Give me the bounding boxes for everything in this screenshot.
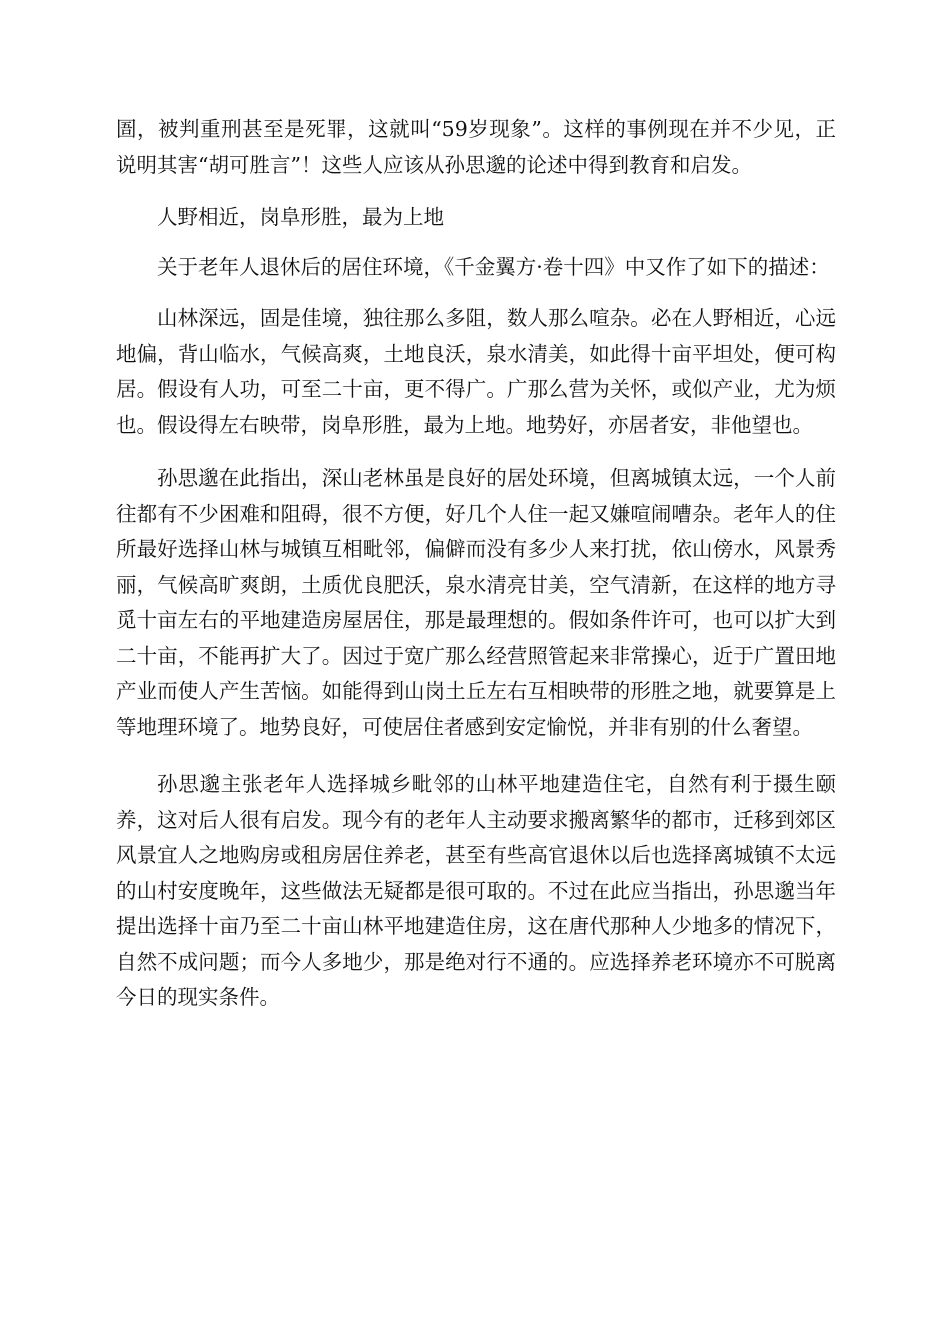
paragraph-quote: 山林深远，固是佳境，独往那么多阻，数人那么喧杂。必在人野相近，心远地偏，背山临水，气候高爽，土地良沃，泉水清美，如此得十亩平坦处，便可构居。假设有人功，可至二十亩，更不得广。广那么营为关怀，或似产业，尤为烦也。假设得左右映带，岗阜形胜，最为上地。地势好，亦居者安，非他望也。	[116, 306, 836, 437]
section-heading: 人野相近，岗阜形胜，最为上地	[157, 205, 444, 229]
paragraph-commentary: 孙思邈主张老年人选择城乡毗邻的山林平地建造住宅，自然有利于摄生颐养，这对后人很有启发。现今有的老年人主动要求搬离繁华的都市，迁移到郊区风景宜人之地购房或租房居住养老，甚至有些高官退休以后也选择离城镇不太远的山村安度晚年，这些做法无疑都是很可取的。不过在此应当指出，孙思邈当年提出选择十亩乃至二十亩山林平地建造住房，这在唐代那种人少地多的情况下，自然不成问题；而今人多地少，那是绝对行不通的。应选择养老环境亦不可脱离今日的现实条件。	[116, 772, 836, 1009]
paragraph-explanation: 孙思邈在此指出，深山老林虽是良好的居处环境，但离城镇太远，一个人前往都有不少困难和阻碍，很不方便，好几个人住一起又嫌喧闹嘈杂。老年人的住所最好选择山林与城镇互相毗邻，偏僻而没有多少人来打扰，依山傍水，风景秀丽，气候高旷爽朗，土质优良肥沃，泉水清亮甘美，空气清新，在这样的地方寻觅十亩左右的平地建造房屋居住，那是最理想的。假如条件许可，也可以扩大到二十亩，不能再扩大了。因过于宽广那么经营照管起来非常操心，近于广置田地产业而使人产生苦恼。如能得到山岗土丘左右互相映带的形胜之地，就要算是上等地理环境了。地势良好，可使居住者感到安定愉悦，并非有别的什么奢望。	[116, 466, 836, 739]
paragraph-continued: 圄，被判重刑甚至是死罪，这就叫“59岁现象”。这样的事例现在并不少见，正说明其害“胡可胜言”！这些人应该从孙思邈的论述中得到教育和启发。	[116, 117, 836, 177]
paragraph-intro: 关于老年人退休后的居住环境，《千金翼方·卷十四》中又作了如下的描述：	[157, 254, 830, 279]
document-page	[116, 112, 836, 1016]
